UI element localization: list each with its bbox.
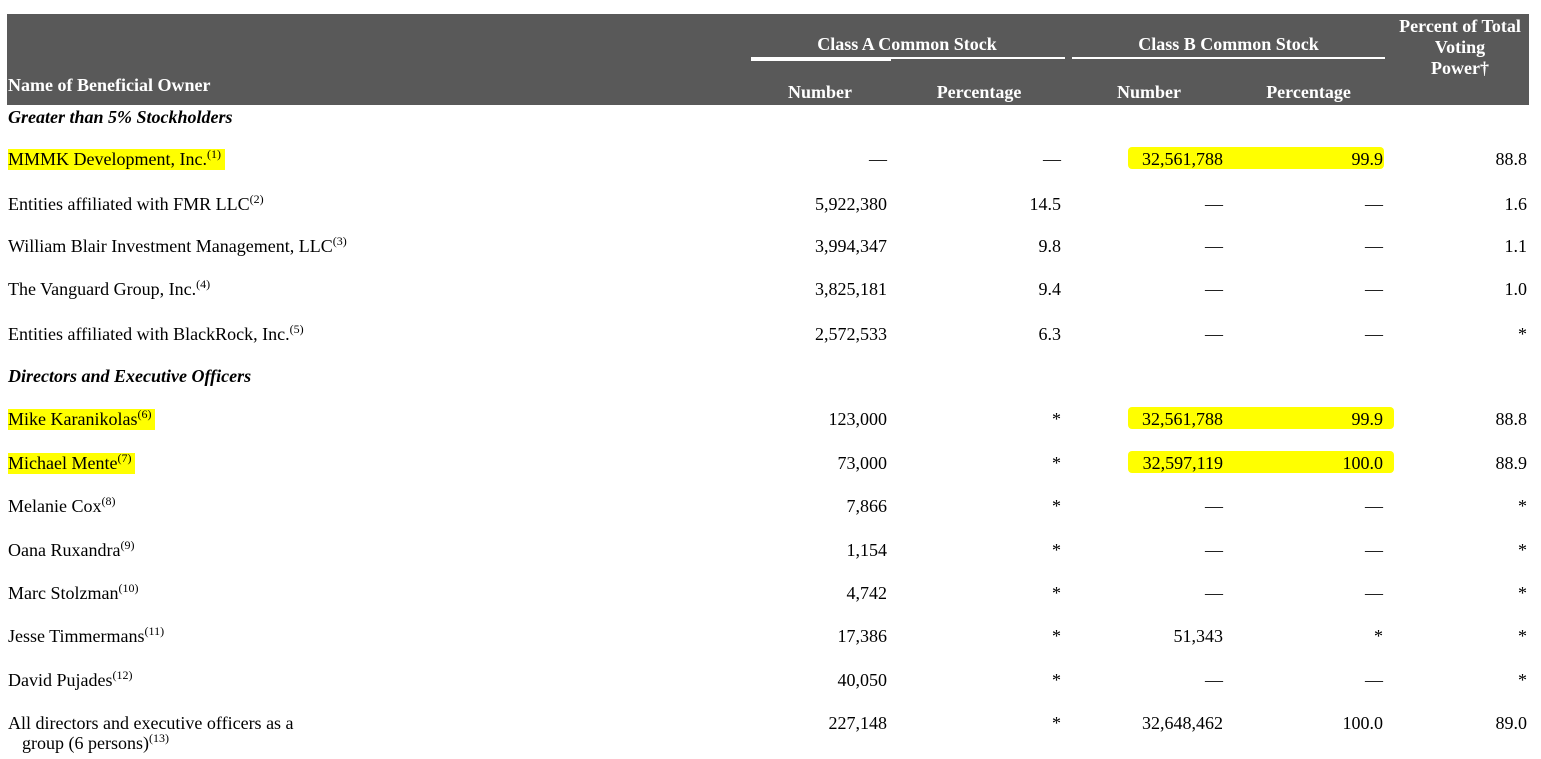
section-directors: Directors and Executive Officers [8,366,252,386]
voting-power: * [1518,540,1527,560]
table-row [0,540,1541,580]
class-a-number: 1,154 [846,540,887,560]
table-row [0,496,1541,536]
owner-name [8,626,164,647]
class-a-number: 7,866 [846,496,887,516]
class-b-percentage: * [1374,626,1383,646]
class-b-number: — [1205,194,1223,214]
owner-name [8,194,264,215]
owner-name [8,540,134,561]
footnote-ref: (5) [289,322,304,336]
table-row [0,713,1541,753]
owner-name-text: David Pujades [8,670,113,690]
class-a-number: 73,000 [837,453,887,473]
owner-name [8,409,155,430]
class-a-percentage: * [1052,670,1061,690]
class-a-number: — [869,149,887,169]
class-b-percentage: — [1365,670,1383,690]
class-a-percentage: * [1052,496,1061,516]
voting-power: * [1518,583,1527,603]
class-b-percentage: 100.0 [1342,453,1383,473]
voting-power: 1.6 [1504,194,1527,214]
class-b-percentage: — [1365,540,1383,560]
class-a-underline-thick [751,59,891,61]
header-name-column: Name of Beneficial Owner [8,75,211,95]
class-b-percentage: 100.0 [1342,713,1383,733]
voting-power: * [1518,496,1527,516]
owner-name [8,279,210,300]
footnote-ref: (13) [148,731,169,745]
class-a-number: 17,386 [837,626,887,646]
class-a-percentage: 9.8 [1038,236,1061,256]
footnote-ref: (1) [206,147,221,161]
footnote-ref: (3) [332,234,347,248]
class-a-percentage: — [1043,149,1061,169]
owner-name [8,670,132,691]
class-a-number: 123,000 [828,409,887,429]
footnote-ref: (2) [249,192,264,206]
table-row [0,149,1541,189]
header-voting-power: Percent of Total Voting Power† [1399,16,1521,78]
owner-name [8,236,347,257]
class-a-number: 2,572,533 [815,324,887,344]
class-a-percentage: 9.4 [1038,279,1061,299]
header-number-b: Number [1117,82,1181,102]
class-b-percentage: — [1365,236,1383,256]
footnote-ref: (8) [101,494,116,508]
owner-name-text: Entities affiliated with BlackRock, Inc. [8,324,290,344]
owner-name-text: Oana Ruxandra [8,540,121,560]
owner-name-text: Jesse Timmermans [8,626,145,646]
header-percentage-a: Percentage [936,82,1022,102]
voting-power: 88.8 [1495,149,1527,169]
class-b-number: — [1205,583,1223,603]
owner-name-text: Mike Karanikolas [8,409,138,429]
voting-power: 1.1 [1504,236,1527,256]
class-a-percentage: * [1052,409,1061,429]
footnote-ref: (10) [118,581,139,595]
class-b-number: — [1205,236,1223,256]
footnote-ref: (12) [112,668,133,682]
class-a-number: 4,742 [846,583,887,603]
owner-name-text: The Vanguard Group, Inc. [8,279,197,299]
footnote-ref: (9) [120,538,135,552]
table-row [0,583,1541,623]
class-b-number: — [1205,496,1223,516]
class-a-percentage: * [1052,540,1061,560]
table-row [0,279,1541,319]
voting-power: 89.0 [1495,713,1527,733]
owner-name-continued: group (6 persons)$^{(13)}$ [22,731,169,753]
class-a-number: 227,148 [828,713,887,733]
class-b-underline [1072,57,1385,59]
header-percentage-b: Percentage [1266,82,1351,102]
table-row [0,626,1541,666]
owner-name [8,149,225,170]
class-a-percentage: 14.5 [1029,194,1061,214]
class-a-percentage: 6.3 [1038,324,1061,344]
class-a-number: 5,922,380 [815,194,887,214]
class-b-percentage: — [1365,496,1383,516]
class-a-number: 3,825,181 [815,279,887,299]
footnote-ref: (7) [117,451,132,465]
header-number-a: Number [788,82,852,102]
footnote-ref: (4) [196,277,211,291]
table-row [0,453,1541,493]
class-b-percentage: 99.9 [1351,409,1383,429]
class-b-number: — [1205,324,1223,344]
voting-power: * [1518,626,1527,646]
class-b-number: — [1205,540,1223,560]
table-header [7,14,1529,105]
class-a-percentage: * [1052,626,1061,646]
voting-power: 88.8 [1495,409,1527,429]
class-a-number: 3,994,347 [815,236,887,256]
owner-name [8,496,115,517]
footnote-ref: (6) [137,407,152,421]
table-row [0,324,1541,364]
header-class-a: Class A Common Stock [817,34,997,54]
table-row [0,194,1541,234]
owner-name [8,583,138,604]
owner-name-text: Michael Mente [8,453,118,473]
table-row [0,409,1541,449]
class-b-number: — [1205,279,1223,299]
owner-name-text: Entities affiliated with FMR LLC [8,194,250,214]
voting-power: * [1518,670,1527,690]
class-a-percentage: * [1052,583,1061,603]
owner-name [8,453,135,474]
class-b-number: 32,561,788 [1142,149,1223,169]
class-b-percentage: 99.9 [1351,149,1383,169]
class-b-number: 51,343 [1173,626,1223,646]
class-b-percentage: — [1365,324,1383,344]
owner-name-text: MMMK Development, Inc. [8,149,207,169]
owner-name-text: All directors and executive officers as a [8,713,294,733]
class-a-percentage: * [1052,453,1061,473]
voting-power: 88.9 [1495,453,1527,473]
class-b-number: 32,648,462 [1142,713,1223,733]
class-b-percentage: — [1365,583,1383,603]
voting-power: 1.0 [1504,279,1527,299]
owner-name-text: William Blair Investment Management, LLC [8,236,333,256]
owner-name-text: Marc Stolzman [8,583,119,603]
owner-name-text: Melanie Cox [8,496,102,516]
table-row [0,236,1541,276]
class-b-percentage: — [1365,279,1383,299]
section-greater-than-5: Greater than 5% Stockholders [8,107,233,127]
class-b-number: 32,561,788 [1142,409,1223,429]
class-b-number: 32,597,119 [1142,453,1223,473]
table-row [0,670,1541,710]
voting-power: * [1518,324,1527,344]
header-class-b: Class B Common Stock [1138,34,1319,54]
footnote-ref: (11) [144,624,165,638]
class-a-percentage: * [1052,713,1061,733]
class-a-number: 40,050 [837,670,887,690]
owner-name [8,324,304,345]
class-b-number: — [1205,670,1223,690]
class-b-percentage: — [1365,194,1383,214]
